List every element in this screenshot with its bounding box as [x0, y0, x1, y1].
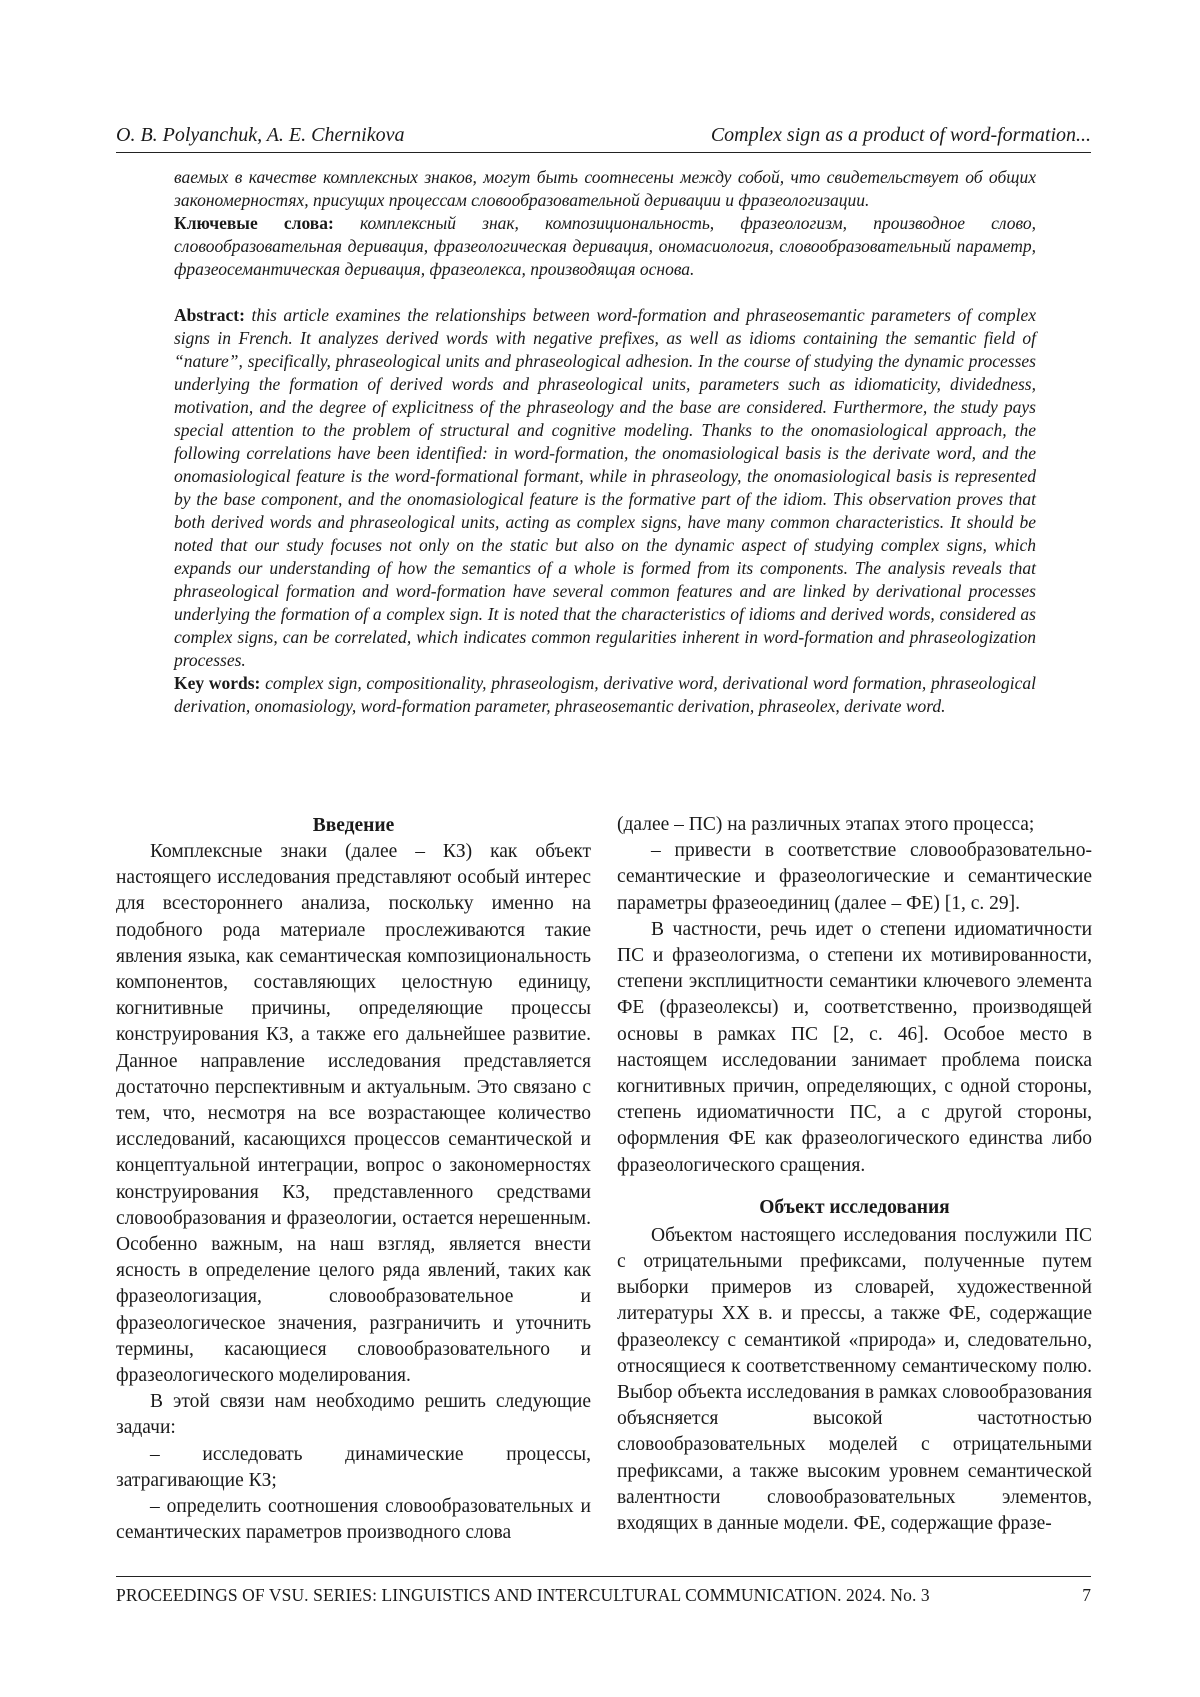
list-item: – определить соотношения словообразовательных и семантических параметров производного слова [116, 1494, 591, 1546]
list-item: – привести в соответствие словообразовательно-семантические и фразеологические и семантические параметры фразеоединиц (далее – ФЕ) [1, с. 29]. [617, 838, 1092, 917]
list-item: – исследовать динамические процессы, затрагивающие КЗ; [116, 1442, 591, 1494]
body-column-right [617, 812, 1092, 1537]
abstract-block [174, 166, 1036, 718]
english-abstract-label: Abstract: [174, 305, 245, 325]
running-head-title: Complex sign as a product of word-formation... [711, 123, 1091, 147]
russian-abstract-tail: ваемых в качестве комплексных знаков, могут быть соотнесены между собой, что свидетельствует об общих закономерностях, присущих процессам словообразовательной деривации и фразеологизации. [174, 166, 1036, 212]
body-column-left [116, 813, 591, 1546]
english-keywords-text: complex sign, compositionality, phraseologism, derivative word, derivational word formation, phraseological derivation, onomasiology, word-formation parameter, phraseosemantic derivation, phraseolex, derivate word. [174, 673, 1036, 716]
page-number: 7 [1082, 1584, 1091, 1606]
journal-title: PROCEEDINGS OF VSU. SERIES: LINGUISTICS AND INTERCULTURAL COMMUNICATION. 2024. No. 3 [116, 1584, 930, 1606]
english-abstract [174, 304, 1036, 672]
paragraph: В частности, речь идет о степени идиоматичности ПС и фразеологизма, о степени их мотивированности, степени эксплицитности семантики ключевого элемента ФЕ (фразеолексы) и, соответственно, производящей основы в рамках ПС [2, с. 46]. Особое место в настоящем исследовании занимает проблема поиска когнитивных причин, определяющих, с одной стороны, степень идиоматичности ПС, а с другой стороны, оформления ФЕ как фразеологического единства либо фразеологического сращения. [617, 917, 1092, 1179]
running-head-authors: O. B. Polyanchuk, A. E. Chernikova [116, 123, 404, 147]
english-keywords-label: Key words: [174, 673, 260, 693]
section-heading-object: Объект исследования [617, 1195, 1092, 1221]
section-heading-introduction: Введение [116, 813, 591, 839]
russian-keywords-text: комплексный знак, композициональность, фразеологизм, производное слово, словообразовательная деривация, фразеологическая деривация, ономасиология, словообразовательный параметр, фразеосемантическая деривация, фразеолекса, производящая основа. [174, 213, 1036, 279]
list-item-continuation: (далее – ПС) на различных этапах этого процесса; [617, 812, 1092, 838]
russian-keywords [174, 212, 1036, 281]
english-abstract-text: this article examines the relationships between word-formation and phraseosemantic parameters of complex signs in French. It analyzes derived words with negative prefixes, as well as idioms containing the semantic field of “nature”, specifically, phraseological units and phraseological adhesion. In the course of studying the dynamic processes underlying the formation of derived words and phraseological units, parameters such as idiomaticity, dividedness, motivation, and the degree of explicitness of the phraseology and the base are considered. Furthermore, the study pays special attention to the problem of structural and cognitive modeling. Thanks to the onomasiological approach, the following correlations have been identified: in word-formation, the onomasiological basis is the derivate word, and the onomasiological feature is the word-formational formant, while in phraseology, the onomasiological basis is represented by the base component, and the onomasiological feature is the formative part of the idiom. This observation proves that both derived words and phraseological units, acting as complex signs, have many common characteristics. It should be noted that our study focuses not only on the static but also on the dynamic aspect of studying complex signs, which expands our understanding of how the semantics of a whole is formed from its components. The analysis reveals that phraseological formation and word-formation have several common features and are linked by derivational processes underlying the formation of a complex sign. It is noted that the characteristics of idioms and derived words, considered as complex signs, can be correlated, which indicates common regularities inherent in word-formation and phraseologization processes. [174, 305, 1036, 670]
russian-keywords-label: Ключевые слова: [174, 213, 334, 233]
english-keywords [174, 672, 1036, 718]
header-rule [116, 152, 1091, 153]
paragraph: В этой связи нам необходимо решить следующие задачи: [116, 1389, 591, 1441]
paragraph: Комплексные знаки (далее – КЗ) как объект настоящего исследования представляют особый интерес для всестороннего анализа, поскольку именно на подобного рода материале прослеживаются такие явления языка, как семантическая композициональность компонентов, составляющих целостную единицу, когнитивные причины, определяющие процессы конструирования КЗ, а также его дальнейшее развитие. Данное направление исследования представляется достаточно перспективным и актуальным. Это связано с тем, что, несмотря на все возрастающее количество исследований, касающихся процессов семантической и концептуальной интеграции, вопрос о закономерностях конструирования КЗ, представленного средствами словообразования и фразеологии, остается нерешенным. Особенно важным, на наш взгляд, является внести ясность в определение целого ряда явлений, таких как фразеологизация, словообразовательное и фразеологическое значения, разграничить и уточнить термины, касающиеся словообразовательного и фразеологического моделирования. [116, 839, 591, 1389]
footer-rule [116, 1576, 1091, 1577]
paragraph: Объектом настоящего исследования послужили ПС с отрицательными префиксами, полученные путем выборки примеров из словарей, художественной литературы XX в. и прессы, а также ФЕ, содержащие фразеолексу с семантикой «природа» и, следовательно, относящиеся к соответственному семантическому полю. Выбор объекта исследования в рамках словообразования объясняется высокой частотностью словообразовательных моделей с отрицательными префиксами, а также высоким уровнем семантической валентности словообразовательных элементов, входящих в данные модели. ФЕ, содержащие фразе- [617, 1223, 1092, 1537]
